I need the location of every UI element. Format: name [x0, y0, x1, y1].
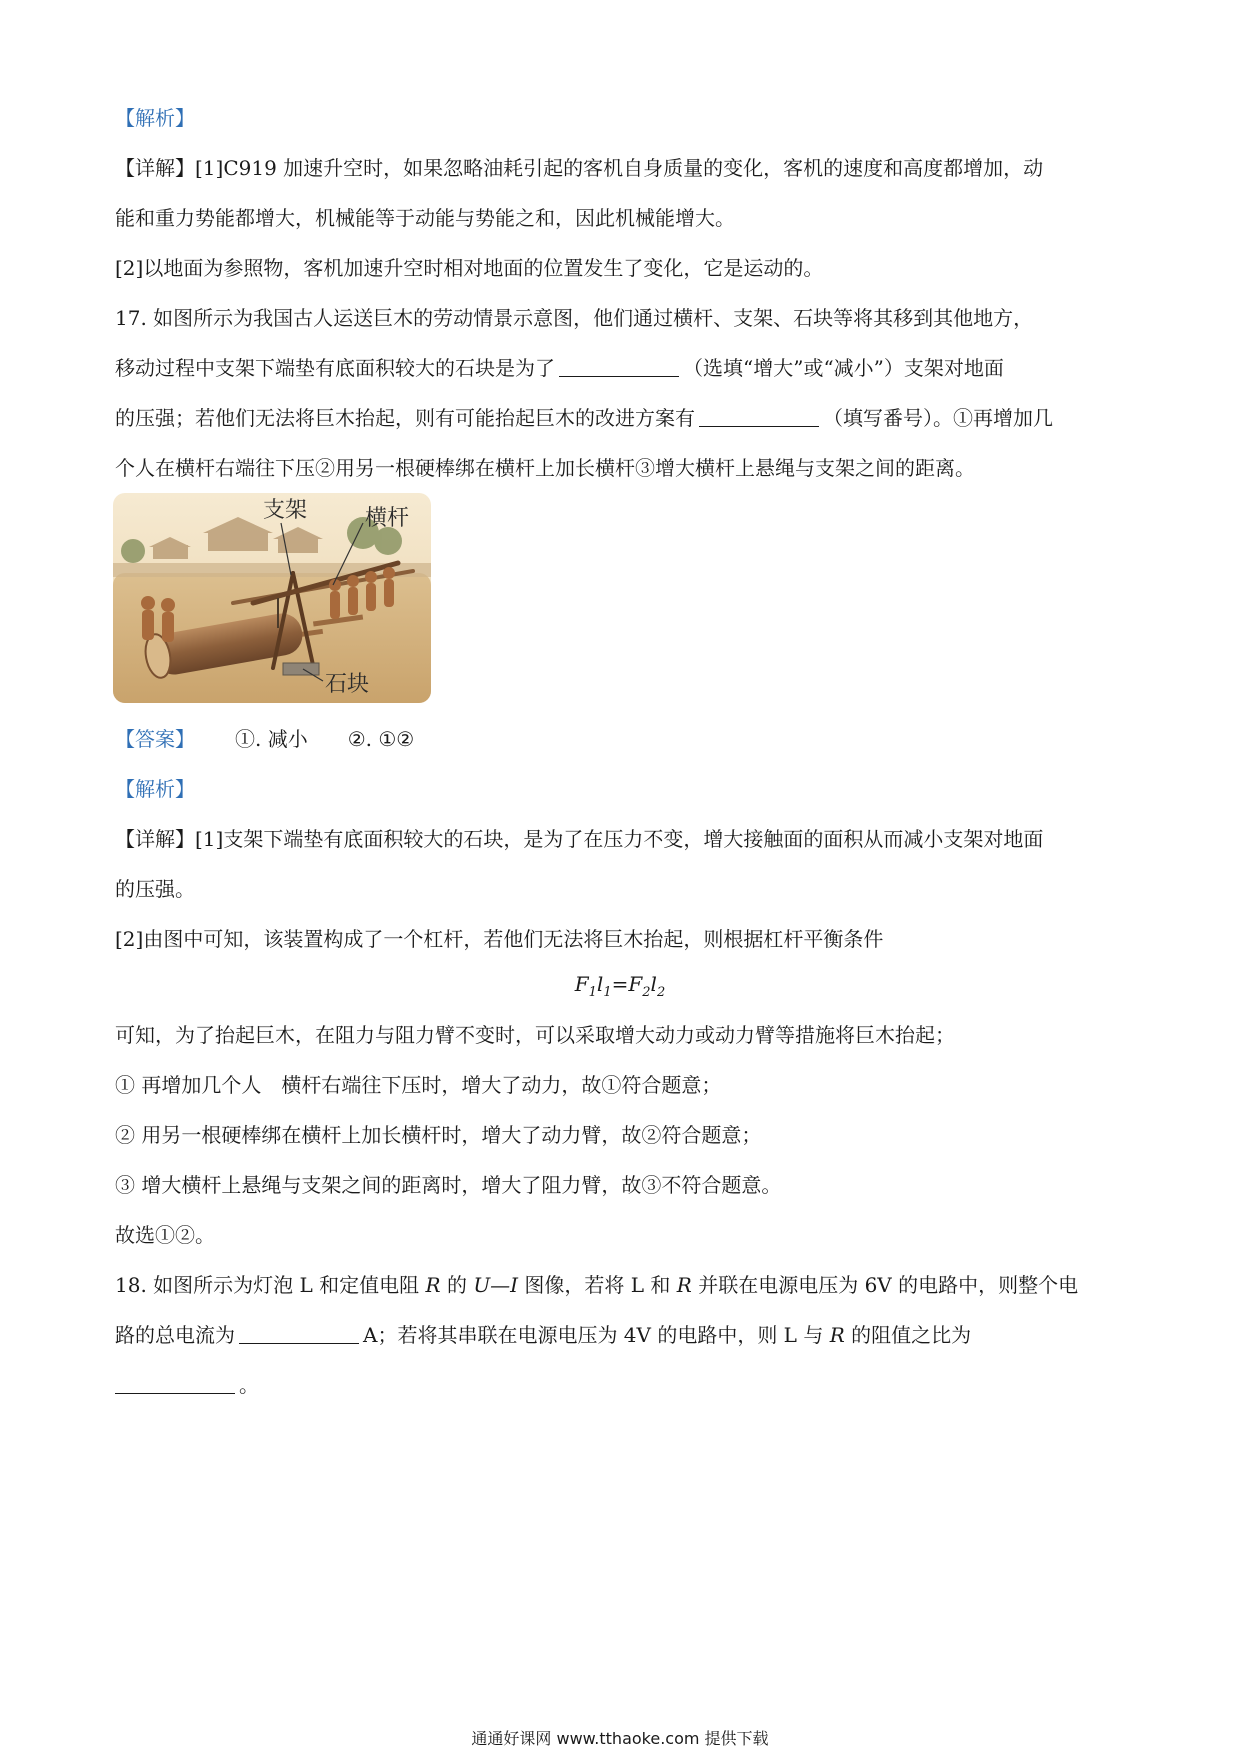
question-17-line: 17. 如图所示为我国古人运送巨木的劳动情景示意图，他们通过横杆、支架、石块等将其移到其他地方，: [115, 306, 1034, 330]
text-run: 的压强；若他们无法将巨木抬起，则有可能抬起巨木的改进方案有: [115, 406, 695, 430]
answer-blank: [699, 408, 819, 427]
answer-blank: [115, 1375, 235, 1394]
lever-formula: $F_1l_1=F_2l_2$: [574, 972, 666, 1000]
paragraph-line: 能和重力势能都增大，机械能等于动能与势能之和，因此机械能增大。: [115, 206, 735, 230]
text-run: 移动过程中支架下端垫有底面积较大的石块是为了: [115, 356, 555, 380]
paragraph-line: [2]由图中可知，该装置构成了一个杠杆，若他们无法将巨木抬起，则根据杠杆平衡条件: [115, 927, 884, 951]
paragraph-line: ③ 增大横杆上悬绳与支架之间的距离时，增大了阻力臂，故③不符合题意。: [115, 1173, 782, 1197]
text-run: （填写番号）。①再增加几: [823, 406, 1053, 430]
paragraph-line: 【详解】[1]支架下端垫有底面积较大的石块，是为了在压力不变，增大接触面的面积从而减小支架对地面: [115, 827, 1044, 851]
text-run: （选填“增大”或“减小”）支架对地面: [683, 356, 1004, 380]
question-18-line: 18. 如图所示为灯泡 L 和定值电阻 R 的 U—I 图像，若将 L 和 R 并联在电源电压为 6V 的电路中，则整个电: [115, 1273, 1079, 1297]
label-stone-block: 石块: [325, 671, 370, 696]
log-transport-illustration: [113, 493, 431, 703]
answer-part-2: ②. ①②: [347, 727, 415, 751]
page-footer: 通通好课网 www.tthaoke.com 提供下载: [471, 1729, 769, 1748]
question-17-line: [115, 355, 1004, 381]
label-crossbar: 横杆: [365, 505, 410, 530]
answer-label: 【答案】: [115, 727, 195, 751]
answer-part-1: ①. 减小: [235, 727, 308, 751]
analysis-heading: 【解析】: [115, 777, 195, 801]
question-17-line: 个人在横杆右端往下压②用另一根硬棒绑在横杆上加长横杆③增大横杆上悬绳与支架之间的距离。: [115, 456, 975, 480]
paragraph-line: ① 再增加几个人 横杆右端往下压时，增大了动力，故①符合题意；: [115, 1073, 722, 1097]
question-17-line: [115, 405, 1053, 431]
paragraph-line: 【详解】[1]C919 加速升空时，如果忽略油耗引起的客机自身质量的变化，客机的速度和高度都增加，动: [115, 156, 1044, 180]
paragraph-line: 故选①②。: [115, 1223, 215, 1247]
question-18-line: 路的总电流为 A；若将其串联在电源电压为 4V 的电路中，则 L 与 R 的阻值之比为: [115, 1323, 972, 1347]
paragraph-line: [2]以地面为参照物，客机加速升空时相对地面的位置发生了变化，它是运动的。: [115, 256, 824, 280]
label-support-frame: 支架: [263, 497, 308, 522]
answer-line: [115, 726, 414, 752]
paragraph-line: 可知，为了抬起巨木，在阻力与阻力臂不变时，可以采取增大动力或动力臂等措施将巨木抬起；: [115, 1023, 955, 1047]
question-18-line: 。: [115, 1372, 259, 1398]
analysis-heading: 【解析】: [115, 106, 195, 130]
paragraph-line: 的压强。: [115, 877, 195, 901]
answer-blank: [559, 358, 679, 377]
paragraph-line: ② 用另一根硬棒绑在横杆上加长横杆时，增大了动力臂，故②符合题意；: [115, 1123, 762, 1147]
answer-blank: [239, 1325, 359, 1344]
